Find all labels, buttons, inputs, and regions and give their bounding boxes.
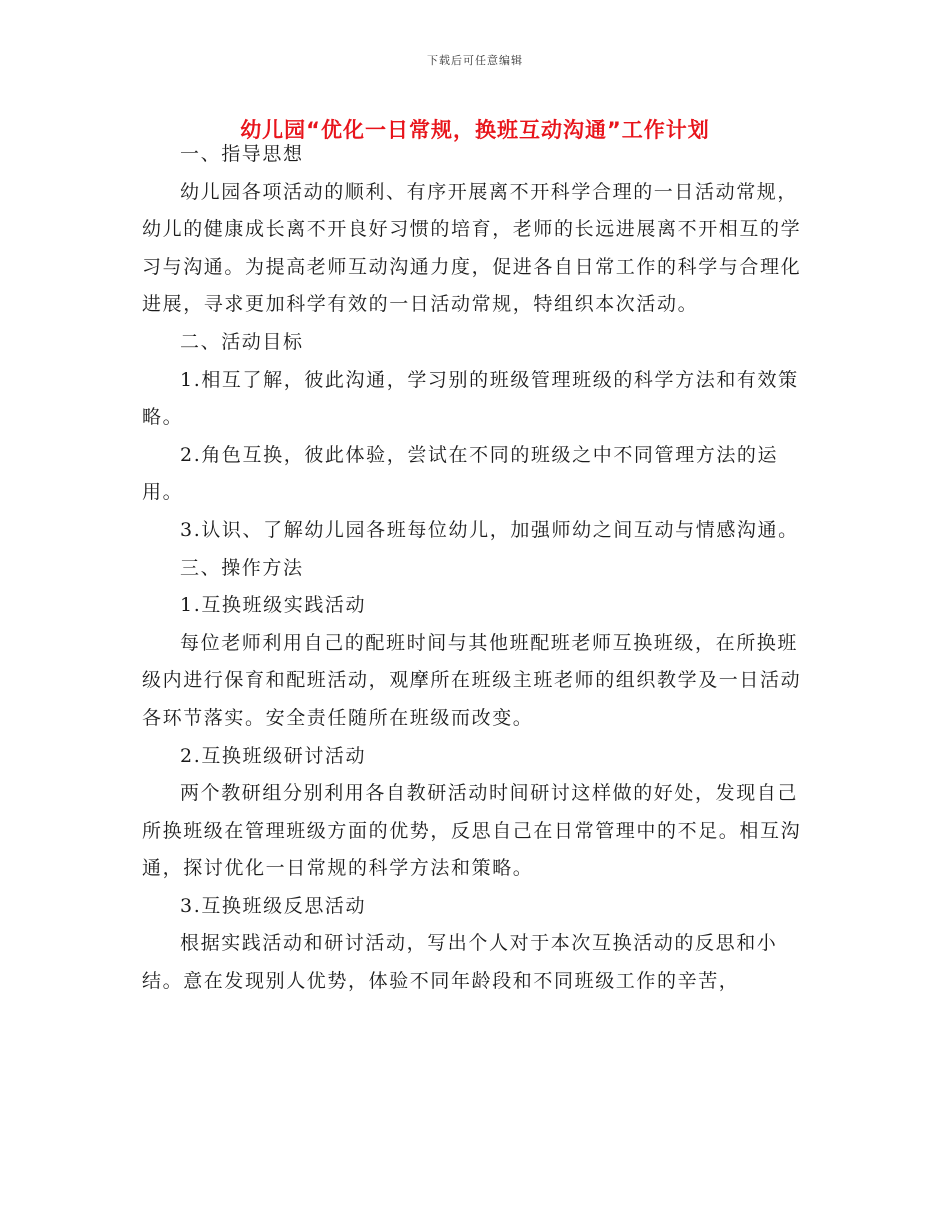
method-paragraph-3: 根据实践活动和研讨活动，写出个人对于本次互换活动的反思和小结。意在发现别人优势，体验不同年龄段和不同班级工作的辛苦， bbox=[142, 932, 778, 993]
method-heading-2: 2.互换班级研讨活动 bbox=[180, 744, 367, 767]
paragraph-guiding-thought: 幼儿园各项活动的顺利、有序开展离不开科学合理的一日活动常规，幼儿的健康成长离不开良好习惯的培育，老师的长远进展离不开相互的学习与沟通。为提高老师互动沟通力度，促进各自日常工作的科学与合理化进展，寻求更加科学有效的一日活动常规，特组织本次活动。 bbox=[142, 180, 802, 316]
section-heading-operation-method: 三、操作方法 bbox=[180, 556, 304, 579]
goal-item-3: 3.认识、了解幼儿园各班每位幼儿，加强师幼之间互动与情感沟通。 bbox=[180, 518, 799, 541]
method-heading-1: 1.互换班级实践活动 bbox=[180, 594, 367, 617]
section-heading-guiding-thought: 一、指导思想 bbox=[180, 143, 304, 165]
header-note: 下载后可任意编辑 bbox=[427, 54, 523, 67]
method-heading-3: 3.互换班级反思活动 bbox=[180, 894, 367, 917]
document-title: 幼儿园“优化一日常规，换班互动沟通”工作计划 bbox=[240, 118, 710, 142]
document-body bbox=[142, 136, 810, 1001]
goal-item-2: 2.角色互换，彼此体验，尝试在不同的班级之中不同管理方法的运用。 bbox=[142, 443, 779, 504]
method-paragraph-2: 两个教研组分别利用各自教研活动时间研讨这样做的好处，发现自己所换班级在管理班级方面的优势，反思自己在日常管理中的不足。相互沟通，探讨优化一日常规的科学方法和策略。 bbox=[142, 782, 802, 880]
method-paragraph-1: 每位老师利用自己的配班时间与其他班配班老师互换班级，在所换班级内进行保育和配班活动，观摩所在班级主班老师的组织教学及一日活动各环节落实。安全责任随所在班级而改变。 bbox=[142, 631, 802, 729]
section-heading-activity-goals: 二、活动目标 bbox=[180, 330, 304, 353]
goal-item-1: 1.相互了解，彼此沟通，学习别的班级管理班级的科学方法和有效策略。 bbox=[142, 368, 799, 429]
